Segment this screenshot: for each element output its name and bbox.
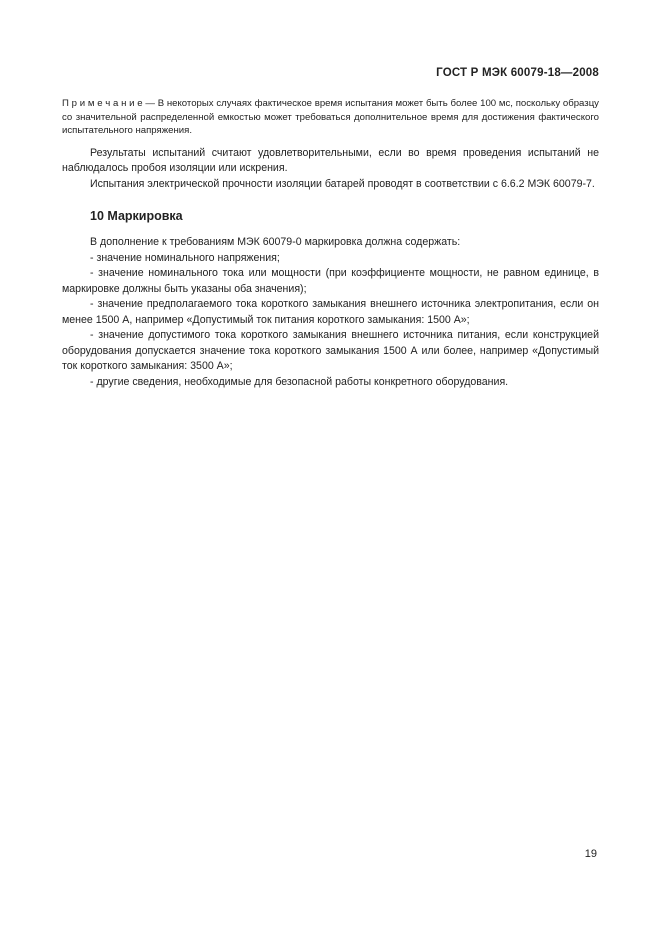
list-item: - значение номинального тока или мощности (при коэффициенте мощности, не равном единице, в маркировке должны быть указаны оба значения); bbox=[62, 267, 599, 295]
paragraph-tests: Испытания электрической прочности изоляции батарей проводят в соответствии с 6.6.2 МЭК 60079-7. bbox=[90, 177, 595, 190]
document-header: ГОСТ Р МЭК 60079-18—2008 bbox=[436, 67, 599, 79]
list-item: - значение номинального напряжения; bbox=[90, 251, 280, 264]
section-intro: В дополнение к требованиям МЭК 60079-0 маркировка должна содержать: bbox=[90, 236, 461, 248]
note-paragraph bbox=[62, 97, 599, 138]
paragraph-results: Результаты испытаний считают удовлетворительными, если во время проведения испытаний не наблюдалось пробоя изоляции или искрения. bbox=[62, 146, 599, 174]
note-label: П р и м е ч а н и е — bbox=[62, 98, 155, 109]
note-text: В некоторых случаях фактическое время испытания может быть более 100 мс, поскольку образцу со значительной распределенной емкостью может требоваться дополнительное время для достижения фактического испытательного напряжения. bbox=[62, 98, 599, 136]
list-item: - значение предполагаемого тока короткого замыкания внешнего источника электропитания, если он менее 1500 А, например «Допустимый ток питания короткого замыкания: 1500 А»; bbox=[62, 298, 599, 326]
list-item: - другие сведения, необходимые для безопасной работы конкретного оборудования. bbox=[90, 375, 509, 388]
list-item: - значение допустимого тока короткого замыкания внешнего источника питания, если конструкцией оборудования допускается значение тока короткого замыкания 1500 А или более, например «Допустимый ток короткого замыкания: 3500 А»; bbox=[62, 329, 599, 372]
section-title: 10 Маркировка bbox=[90, 209, 183, 223]
results-block bbox=[62, 146, 599, 193]
page-content bbox=[62, 97, 599, 390]
page-number: 19 bbox=[584, 848, 597, 860]
